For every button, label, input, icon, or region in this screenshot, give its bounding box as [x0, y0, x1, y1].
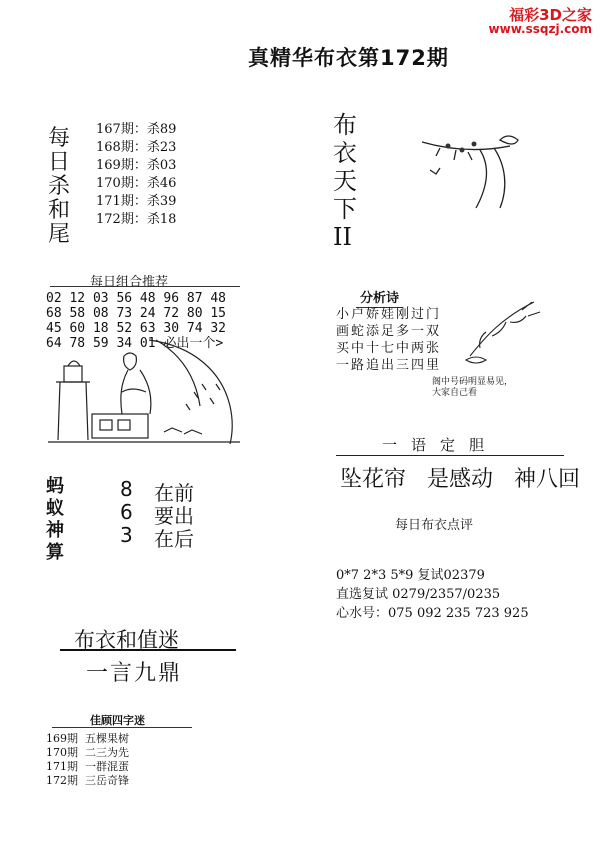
list-item: 169期：杀03	[96, 158, 177, 173]
yiyu-phrase: 是感动	[427, 467, 494, 492]
list-item: 171期：杀39	[96, 194, 177, 209]
divider	[52, 727, 192, 728]
mayi-text: 要出	[154, 504, 194, 528]
four-char-riddle-list	[46, 732, 129, 788]
poem-line: 买中十七中两张	[336, 341, 442, 356]
note-line: 大家自己看	[432, 388, 478, 398]
list-item: 170期：杀46	[96, 176, 177, 191]
list-item: 170期 二三为先	[46, 746, 129, 759]
mayi-label	[46, 478, 64, 566]
list-item: 168期：杀23	[96, 140, 177, 155]
mayi-label-char: 蚂	[46, 476, 64, 497]
analysis-poem	[336, 306, 441, 374]
poem-line: 一路追出三四里	[336, 358, 442, 373]
hezhi-riddle-answer: 一言九鼎	[86, 661, 183, 686]
mayi-number: 8	[120, 477, 133, 501]
daily-combo-title: 每日组合推荐	[90, 275, 169, 290]
buyi-tianxia-label	[333, 113, 357, 253]
mayi-number: 6	[120, 500, 133, 524]
tree-branch-illustration	[410, 126, 530, 210]
poem-line: 小户娇娃刚过门	[336, 307, 442, 322]
divider	[50, 286, 240, 287]
mayi-text: 在前	[154, 481, 194, 505]
mayi-number: 3	[120, 523, 133, 547]
combo-row: 45 60 18 52 63 30 74 32	[46, 321, 227, 336]
mayi-label-char: 算	[46, 542, 64, 563]
page-title: 真精华布衣第172期	[248, 46, 449, 70]
combo-row: 02 12 03 56 48 96 87 48	[46, 291, 227, 306]
note-line: 阁中号码明显易见，	[432, 377, 514, 387]
four-char-riddle-title: 佳顾四字迷	[90, 714, 145, 727]
daily-kill-label-char: 杀	[48, 174, 71, 199]
hezhi-riddle-title: 布衣和值迷	[74, 628, 179, 652]
analysis-poem-title: 分析诗	[356, 287, 403, 308]
buyi-tianxia-char: 下	[333, 195, 357, 223]
daily-kill-label-char: 尾	[48, 222, 71, 247]
pick-line: 心水号：075 092 235 723 925	[336, 606, 529, 621]
analysis-note	[432, 377, 513, 399]
list-item: 172期 三岳奇锋	[46, 774, 129, 787]
daily-kill-label-char: 日	[48, 150, 71, 175]
yiyu-dingdan-title: 一语定胆	[382, 436, 499, 454]
yiyu-dingdan-phrases	[340, 462, 594, 493]
mayi-label-char: 蚁	[46, 498, 64, 519]
daily-review-picks	[336, 566, 529, 623]
watermark-url: www.ssqzj.com	[488, 22, 592, 36]
bamboo-illustration	[462, 296, 550, 366]
list-item: 172期：杀18	[96, 212, 177, 227]
divider	[336, 455, 564, 456]
scholar-illustration	[44, 336, 244, 448]
poem-line: 画蛇添足多一双	[336, 324, 442, 339]
list-item: 167期：杀89	[96, 122, 177, 137]
yiyu-phrase: 坠花帘	[340, 467, 407, 492]
daily-review-title: 每日布衣点评	[395, 518, 474, 533]
combo-row: 68 58 08 73 24 72 80 15	[46, 306, 227, 321]
buyi-tianxia-char: 衣	[333, 139, 357, 167]
divider	[60, 649, 236, 651]
daily-kill-label	[48, 128, 70, 248]
buyi-tianxia-char: II	[333, 223, 352, 251]
yiyu-phrase: 神八回	[514, 467, 581, 492]
combo-row: 64 78 59 34 01 必出一个>	[46, 336, 224, 351]
buyi-tianxia-char: 天	[333, 167, 357, 195]
buyi-tianxia-char: 布	[333, 111, 357, 139]
daily-kill-label-char: 和	[48, 198, 71, 223]
mayi-text: 在后	[154, 527, 194, 551]
pick-line: 0*7 2*3 5*9 复试02379	[336, 568, 485, 583]
daily-kill-list	[96, 121, 176, 229]
list-item: 171期 一群混蛋	[46, 760, 129, 773]
pick-line: 直选复试 0279/2357/0235	[336, 587, 501, 602]
watermark-brand: 福彩3D之家	[509, 6, 592, 24]
mayi-label-char: 神	[46, 520, 64, 541]
daily-kill-label-char: 每	[48, 126, 71, 151]
list-item: 169期 五棵果树	[46, 732, 129, 745]
